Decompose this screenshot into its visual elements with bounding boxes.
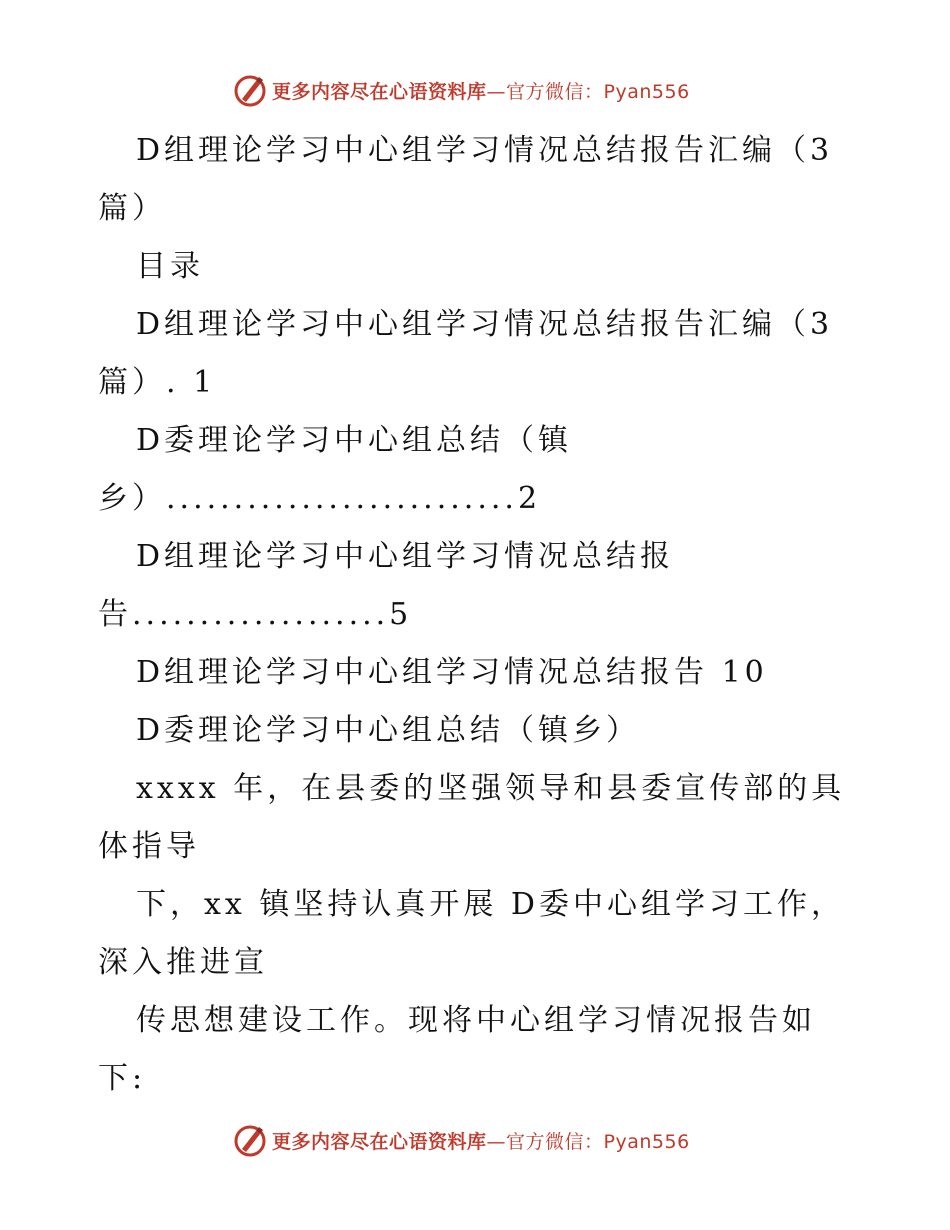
toc-entry-1-line-2: 篇）. 1 <box>98 365 217 400</box>
toc-entry-4: D组理论学习中心组学习情况总结报告 10 <box>136 655 768 690</box>
watermark-sub-text: —官方微信：Pyan556 <box>486 1130 690 1153</box>
toc-entry-2-line-2: 乡）..........................2 <box>98 481 542 516</box>
section-heading: D委理论学习中心组总结（镇乡） <box>136 713 641 748</box>
pen-logo-icon <box>232 1122 268 1158</box>
watermark-banner-top <box>232 70 690 110</box>
paragraph-line: 传思想建设工作。现将中心组学习情况报告如 <box>136 1003 816 1038</box>
paragraph-line: 深入推进宣 <box>98 945 268 980</box>
watermark-banner-bottom <box>232 1120 690 1160</box>
pen-logo-icon <box>232 72 268 108</box>
paragraph-line: 体指导 <box>98 829 200 864</box>
toc-entry-3-line-1: D组理论学习中心组学习情况总结报 <box>136 539 675 574</box>
paragraph-line: 下，xx 镇坚持认真开展 D委中心组学习工作， <box>136 887 845 922</box>
document-body <box>98 122 850 1108</box>
watermark-sub-text: —官方微信：Pyan556 <box>486 80 690 103</box>
doc-title-line-1: D组理论学习中心组学习情况总结报告汇编（3 <box>136 133 834 168</box>
paragraph-line: xxxx 年，在县委的坚强领导和县委宣传部的具 <box>136 771 846 806</box>
toc-entry-2-line-1: D委理论学习中心组总结（镇 <box>136 423 573 458</box>
doc-title-line-2: 篇） <box>98 191 166 226</box>
toc-entry-3-line-2: 告...................5 <box>98 597 413 632</box>
paragraph-line: 下: <box>98 1061 147 1096</box>
toc-entry-1-line-1: D组理论学习中心组学习情况总结报告汇编（3 <box>136 307 834 342</box>
watermark-main-text: 更多内容尽在心语资料库 <box>272 80 487 103</box>
watermark-main-text: 更多内容尽在心语资料库 <box>272 1130 487 1153</box>
toc-heading: 目录 <box>136 249 204 284</box>
